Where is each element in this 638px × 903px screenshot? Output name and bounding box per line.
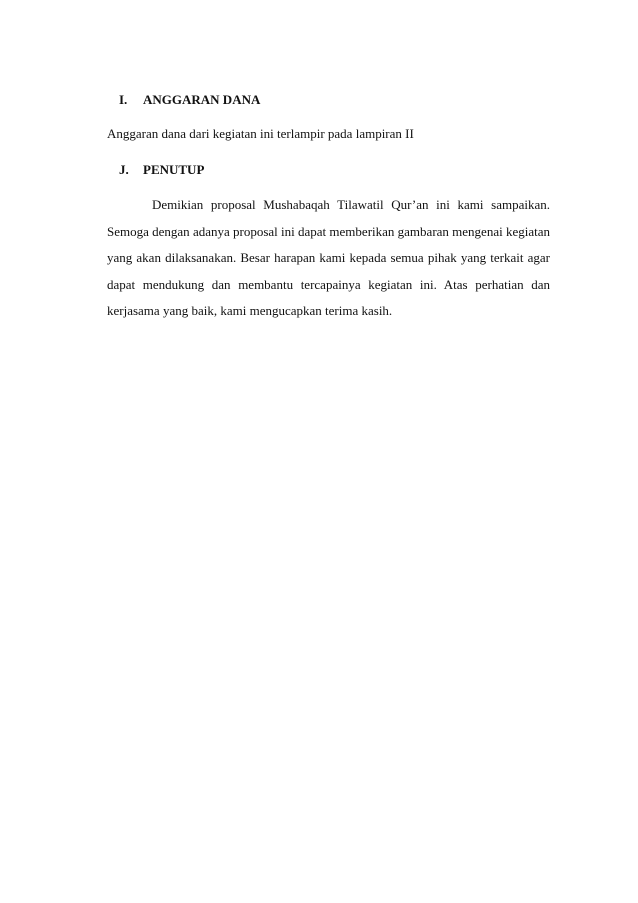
anggaran-dana-paragraph: Anggaran dana dari kegiatan ini terlampir pada lampiran II bbox=[107, 126, 414, 141]
section-heading-penutup bbox=[107, 161, 550, 179]
section-title: PENUTUP bbox=[143, 162, 205, 177]
penutup-paragraph: Demikian proposal Mushabaqah Tilawatil Qur’an ini kami sampaikan. Semoga dengan adanya proposal ini dapat memberikan gambaran mengenai kegiatan yang akan dilaksanakan. Besar harapan kami kepada semua pihak yang terkait agar dapat mendukung dan membantu tercapainya kegiatan ini. Atas perhatian dan kerjasama yang baik, kami mengucapkan terima kasih. bbox=[107, 197, 550, 319]
section-number: I. bbox=[119, 92, 128, 107]
page-content bbox=[107, 91, 550, 325]
section-title: ANGGARAN DANA bbox=[143, 92, 261, 107]
section-number: J. bbox=[119, 162, 129, 177]
section-heading-anggaran-dana bbox=[107, 91, 550, 109]
